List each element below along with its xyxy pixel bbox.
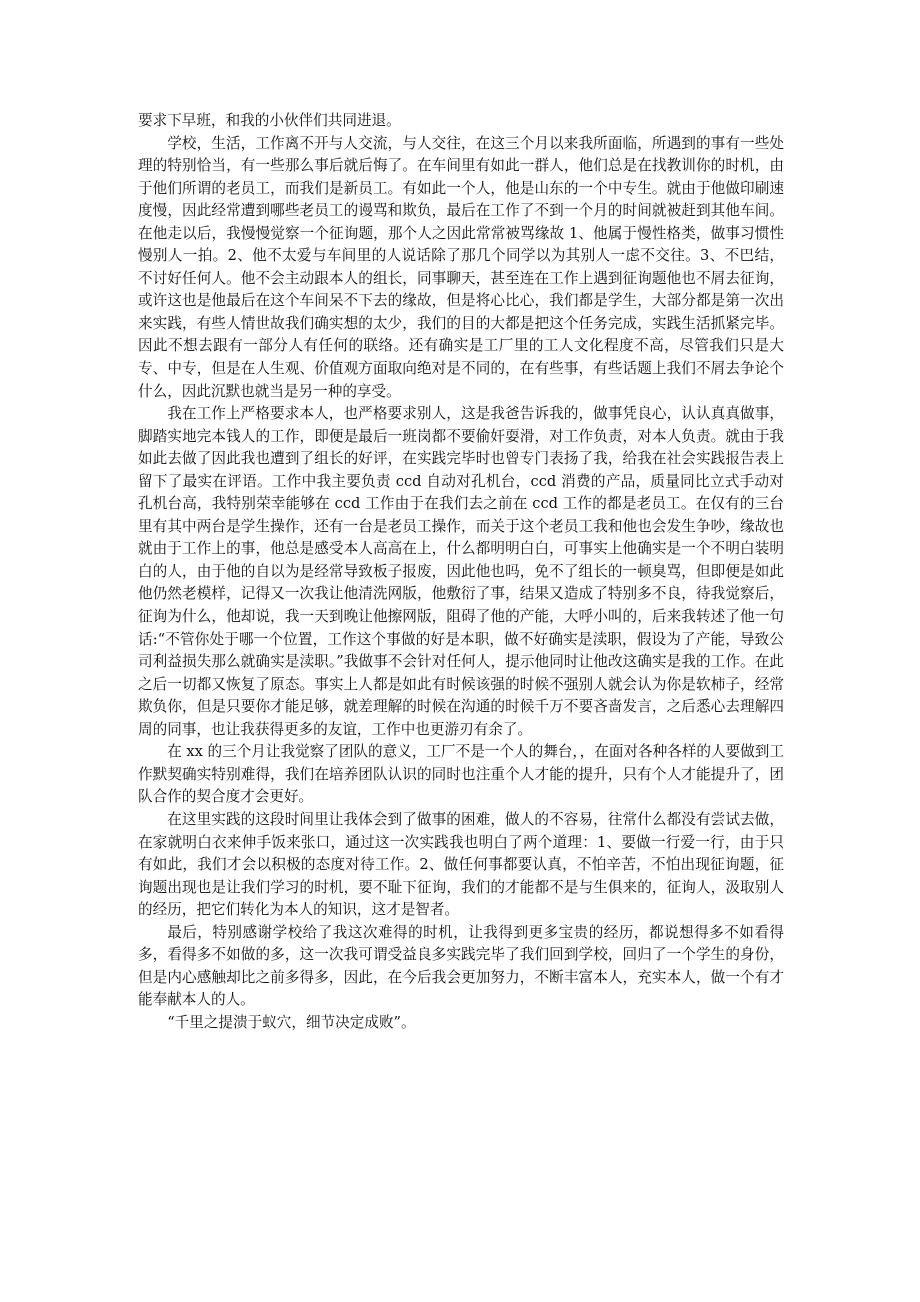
paragraph-2: 学校，生活，工作离不开与人交流，与人交往，在这三个月以来我所面临，所遇到的事有一些处理的特别恰当，有一些那么事后就后悔了。在车间里有如此一群人，他们总是在找教训你的时机，由于他们所谓的老员工，而我们是新员工。有如此一个人，他是山东的一个中专生。就由于他做印刷速度慢，因此经常遭到哪些老员工的谩骂和欺负，最后在工作了不到一个月的时间就被赶到其他车间。在他走以后，我慢慢觉察一个征询题，那个人之因此常常被骂缘故 1、他属于慢性格类，做事习惯性慢别人一拍。2、他不太爱与车间里的人说话除了那几个同学以为其别人一虑不交往。3、不巴结，不讨好任何人。他不会主动跟本人的组长，同事聊天，甚至连在工作上遇到征询题他也不屑去征询，或许这也是他最后在这个车间呆不下去的缘故，但是将心比心，我们都是学生，大部分都是第一次出来实践，有些人情世故我们确实想的太少，我们的目的大都是把这个任务完成，实践生活抓紧完毕。因此不想去跟有一部分人有任何的联络。还有确实是工厂里的工人文化程度不高，尽管我们只是大专、中专，但是在人生观、价值观方面取向绝对是不同的，在有些事，有些话题上我们不屑去争论个什么，因此沉默也就当是另一种的享受。 — [138, 134, 784, 400]
paragraph-4: 在 xx 的三个月让我觉察了团队的意义，工厂不是一个人的舞台，，在面对各种各样的人要做到工作默契确实特别难得，我们在培养团队认识的同时也注重个人才能的提升，只有个人才能提升了，团队合作的契合度才会更好。 — [138, 743, 784, 806]
paragraph-7: “千里之提溃于蚁穴，细节决定成败”。 — [167, 1013, 416, 1031]
paragraph-5: 在这里实践的这段时间里让我体会到了做事的困难，做人的不容易，往常什么都没有尝试去做，在家就明白衣来伸手饭来张口，通过这一次实践我也明白了两个道理：1、要做一行爱一行，由于只有如此，我们才会以积极的态度对待工作。2、做任何事都要认真，不怕辛苦，不怕出现征询题，征询题出现也是让我们学习的时机，要不耻下征询，我们的才能都不是与生俱来的，征询人，汲取别人的经历，把它们转化为本人的知识，这才是智者。 — [138, 810, 784, 919]
paragraph-6: 最后，特别感谢学校给了我这次难得的时机，让我得到更多宝贵的经历，都说想得多不如看得多，看得多不如做的多，这一次我可谓受益良多实践完毕了我们回到学校，回归了一个学生的身份，但是内心感触却比之前多得多，因此，在今后我会更加努力，不断丰富本人，充实本人，做一个有才能奉献本人的人。 — [138, 923, 784, 1009]
paragraph-1: 要求下早班，和我的小伙伴们共同进退。 — [138, 112, 401, 129]
paragraph-3: 我在工作上严格要求本人，也严格要求别人，这是我爸告诉我的，做事凭良心，认认真真做事，脚踏实地完本钱人的工作，即便是最后一班岗都不要偷奸耍滑，对工作负责，对本人负责。就由于我如此去做了因此我也遭到了组长的好评，在实践完毕时也曾专门表扬了我，给我在社会实践报告表上留下了最实在评语。工作中我主要负责 ccd 自动对孔机台，ccd 消费的产品，质量同比立式手动对孔机台高，我特别荣幸能够在 ccd 工作由于在我们去之前在 ccd 工作的都是老员工。在仅有的三台里有其中两台是学生操作，还有一台是老员工操作，而关于这个老员工我和他也会发生争吵，缘故也就由于工作上的事，他总是感受本人高高在上，什么都明明白白，可事实上他确实是一个不明白装明白的人，由于他的自以为是经常导致板子报废，因此他也吗，免不了组长的一顿臭骂，但即便是如此他仍然老模样，记得又一次我让他清洗网版，他敷衍了事，结果又造成了特别多不良，待我觉察后，征询为什么，他却说，我一天到晚让他擦网版，阻碍了他的产能，大呼小叫的，后来我转述了他一句话:“不管你处于哪一个位置，工作这个事做的好是本职，做不好确实是渎职，假设为了产能，导致公司利益损失那么就确实是渎职。”我做事不会针对任何人，提示他同时让他改这确实是我的工作。在此之后一切都又恢复了原态。事实上人都是如此有时候该强的时候不强别人就会认为你是软柿子，经常欺负你，但是只要你才能足够，就差理解的时候在沟通的时候千万不要吝啬发言，之后悉心去理解四周的同事，也让我获得更多的友谊，工作中也更游刃有余了。 — [138, 405, 784, 738]
document-page — [138, 110, 784, 1034]
